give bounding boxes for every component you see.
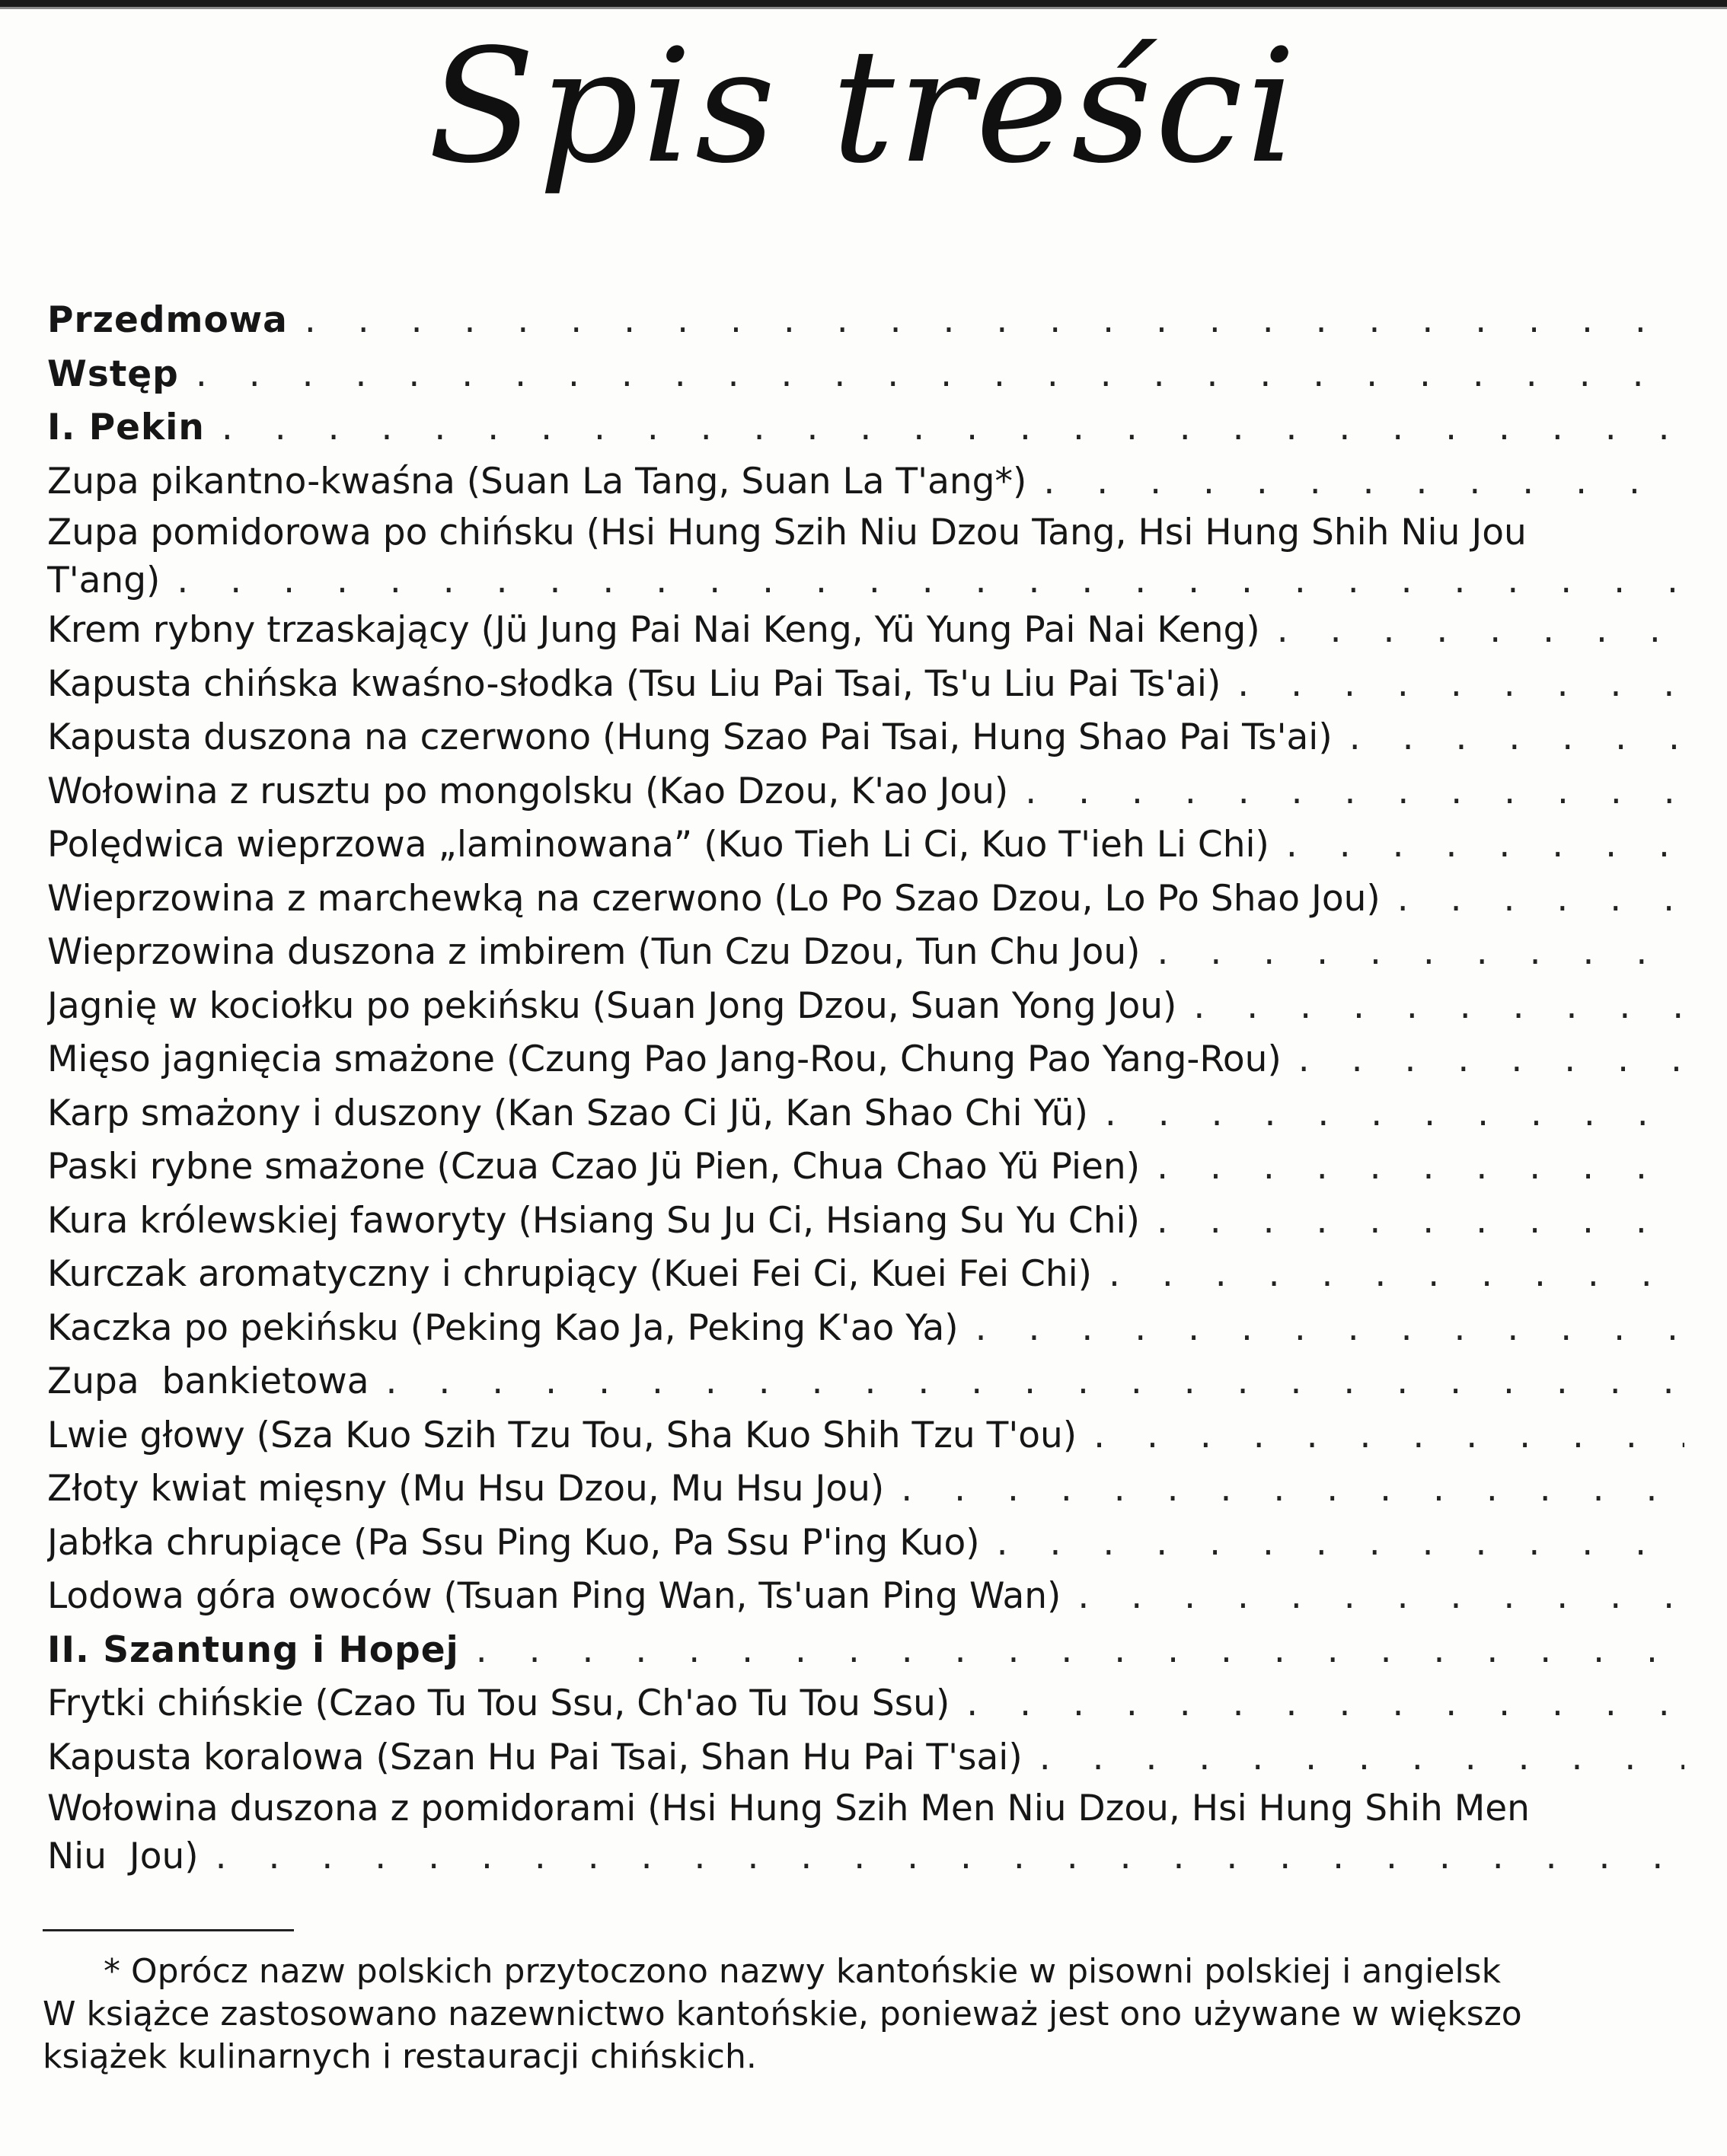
toc-entry-label: Paski rybne smażone (Czua Czao Jü Pien, Chua Chao Yü Pien) <box>47 1146 1141 1188</box>
toc-entry-label: Wieprzowina z marchewką na czerwono (Lo Po Szao Dzou, Lo Po Shao Jou) <box>47 877 1381 920</box>
toc-entry <box>47 872 1684 927</box>
dot-leader <box>1105 1087 1684 1141</box>
footnote-line: * Oprócz nazw polskich przytoczono nazwy kantońskie w pisowni polskiej i angielsk <box>104 1952 1502 1991</box>
dot-leader <box>1397 872 1684 927</box>
dot-leader <box>1077 1570 1684 1624</box>
dot-leader <box>1043 455 1684 509</box>
dot-leader <box>975 1302 1684 1356</box>
page-title: Spis treści <box>427 15 1300 198</box>
toc-entry-label: Frytki chińskie (Czao Tu Tou Ssu, Ch'ao Tu Tou Ssu) <box>47 1682 950 1724</box>
toc-entry-label: Mięso jagnięcia smażone (Czung Pao Jang-Rou, Chung Pao Yang-Rou) <box>47 1038 1282 1080</box>
toc-entry <box>47 509 1684 557</box>
toc-entry <box>47 818 1684 872</box>
toc-entry <box>47 980 1684 1034</box>
toc-entry-continuation <box>47 557 1684 604</box>
toc-entry-label: Lwie głowy (Sza Kuo Szih Tzu Tou, Sha Kuo Shih Tzu T'ou) <box>47 1414 1077 1456</box>
dot-leader <box>196 348 1684 402</box>
toc-entry-wstep <box>47 348 1684 402</box>
toc-entry <box>47 1248 1684 1302</box>
dot-leader <box>1298 1033 1684 1087</box>
toc-entry <box>47 455 1684 509</box>
toc-entry-label: Wołowina z rusztu po mongolsku (Kao Dzou, K'ao Jou) <box>47 770 1009 812</box>
footnote <box>43 1950 1727 2078</box>
dot-leader <box>386 1355 1684 1409</box>
toc-entry-label: Lodowa góra owoców (Tsuan Ping Wan, Ts'uan Ping Wan) <box>47 1575 1061 1617</box>
dot-leader <box>1039 1731 1684 1785</box>
toc-entry-label: Polędwica wieprzowa „laminowana” (Kuo Tieh Li Ci, Kuo T'ieh Li Chi) <box>47 824 1269 866</box>
toc-entry <box>47 1462 1684 1517</box>
toc-section-pekin <box>47 401 1684 455</box>
toc-entry <box>47 1355 1684 1409</box>
toc-entry-label: Zupa pikantno-kwaśna (Suan La Tang, Suan La T'ang*) <box>47 460 1027 502</box>
toc-entry <box>47 604 1684 658</box>
dot-leader <box>1286 818 1684 872</box>
toc-entry <box>47 711 1684 765</box>
dot-leader <box>1349 711 1684 765</box>
dot-leader <box>1157 1140 1684 1194</box>
toc-entry-label: Złoty kwiat mięsny (Mu Hsu Dzou, Mu Hsu Jou) <box>47 1468 885 1510</box>
toc-entry-label: Kura królewskiej faworyty (Hsiang Su Ju Ci, Hsiang Su Yu Chi) <box>47 1199 1140 1242</box>
toc-entry-label: Zupa bankietowa <box>47 1360 369 1402</box>
toc-entry <box>47 1570 1684 1624</box>
toc-entry-label: Krem rybny trzaskający (Jü Jung Pai Nai Keng, Yü Yung Pai Nai Keng) <box>47 609 1260 651</box>
toc-entry <box>47 658 1684 712</box>
toc-entry-label: Jagnię w kociołku po pekińsku (Suan Jong Dzou, Suan Yong Jou) <box>47 984 1177 1027</box>
dot-leader <box>1237 658 1684 712</box>
dot-leader <box>215 1833 1684 1880</box>
table-of-contents <box>47 294 1684 1880</box>
toc-entry <box>47 1140 1684 1194</box>
toc-entry-label: Wołowina duszona z pomidorami (Hsi Hung Szih Men Niu Dzou, Hsi Hung Shih Men <box>47 1788 1530 1829</box>
toc-entry-label: Wstęp <box>47 352 179 395</box>
toc-entry <box>47 1517 1684 1571</box>
toc-entry <box>47 1302 1684 1356</box>
toc-entry-label: Jabłka chrupiące (Pa Ssu Ping Kuo, Pa Ssu P'ing Kuo) <box>47 1521 980 1564</box>
dot-leader <box>1157 926 1684 980</box>
toc-entry-label: Kapusta koralowa (Szan Hu Pai Tsai, Shan Hu Pai T'sai) <box>47 1736 1023 1778</box>
footnote-divider <box>43 1929 294 1931</box>
toc-entry-przedmowa <box>47 294 1684 348</box>
toc-section-szantung-hopej <box>47 1624 1684 1678</box>
dot-leader <box>1093 1409 1684 1463</box>
dot-leader <box>997 1517 1684 1571</box>
dot-leader <box>177 557 1684 604</box>
footnote-line: książek kulinarnych i restauracji chińskich. <box>43 2037 757 2076</box>
toc-entry <box>47 1677 1684 1731</box>
toc-entry <box>47 1087 1684 1141</box>
toc-entry <box>47 1784 1684 1833</box>
dot-leader <box>966 1677 1684 1731</box>
toc-entry-label: Karp smażony i duszony (Kan Szao Ci Jü, Kan Shao Chi Yü) <box>47 1092 1088 1134</box>
toc-entry <box>47 1731 1684 1785</box>
toc-entry-label: T'ang) <box>47 560 161 601</box>
toc-entry <box>47 926 1684 980</box>
dot-leader <box>476 1624 1684 1678</box>
dot-leader <box>901 1462 1684 1517</box>
toc-entry-label: Kapusta duszona na czerwono (Hung Szao Pai Tsai, Hung Shao Pai Ts'ai) <box>47 716 1333 758</box>
toc-entry-label: Zupa pomidorowa po chińsku (Hsi Hung Szih Niu Dzou Tang, Hsi Hung Shih Niu Jou <box>47 512 1527 553</box>
dot-leader <box>1277 604 1684 658</box>
dot-leader <box>1157 1194 1684 1249</box>
toc-entry <box>47 765 1684 819</box>
toc-entry-label: Przedmowa <box>47 299 288 341</box>
toc-entry-label: Niu Jou) <box>47 1835 199 1877</box>
toc-entry <box>47 1409 1684 1463</box>
toc-entry-label: Kurczak aromatyczny i chrupiący (Kuei Fei Ci, Kuei Fei Chi) <box>47 1253 1092 1295</box>
toc-entry-label: II. Szantung i Hopej <box>47 1628 459 1671</box>
dot-leader <box>1109 1248 1684 1302</box>
dot-leader <box>1025 765 1684 819</box>
toc-entry-label: Kapusta chińska kwaśno-słodka (Tsu Liu Pai Tsai, Ts'u Liu Pai Ts'ai) <box>47 662 1221 705</box>
toc-entry-label: Kaczka po pekińsku (Peking Kao Ja, Peking K'ao Ya) <box>47 1306 959 1349</box>
top-border-rule <box>0 0 1727 12</box>
toc-entry-label: Wieprzowina duszona z imbirem (Tun Czu Dzou, Tun Chu Jou) <box>47 931 1141 973</box>
footnote-line: W książce zastosowano nazewnictwo kantońskie, ponieważ jest ono używane w większo <box>43 1995 1522 2033</box>
dot-leader <box>305 294 1684 348</box>
toc-entry-label: I. Pekin <box>47 407 205 448</box>
toc-entry-continuation <box>47 1833 1684 1880</box>
dot-leader <box>222 401 1684 455</box>
toc-entry <box>47 1033 1684 1087</box>
toc-entry <box>47 1194 1684 1249</box>
dot-leader <box>1193 980 1684 1034</box>
